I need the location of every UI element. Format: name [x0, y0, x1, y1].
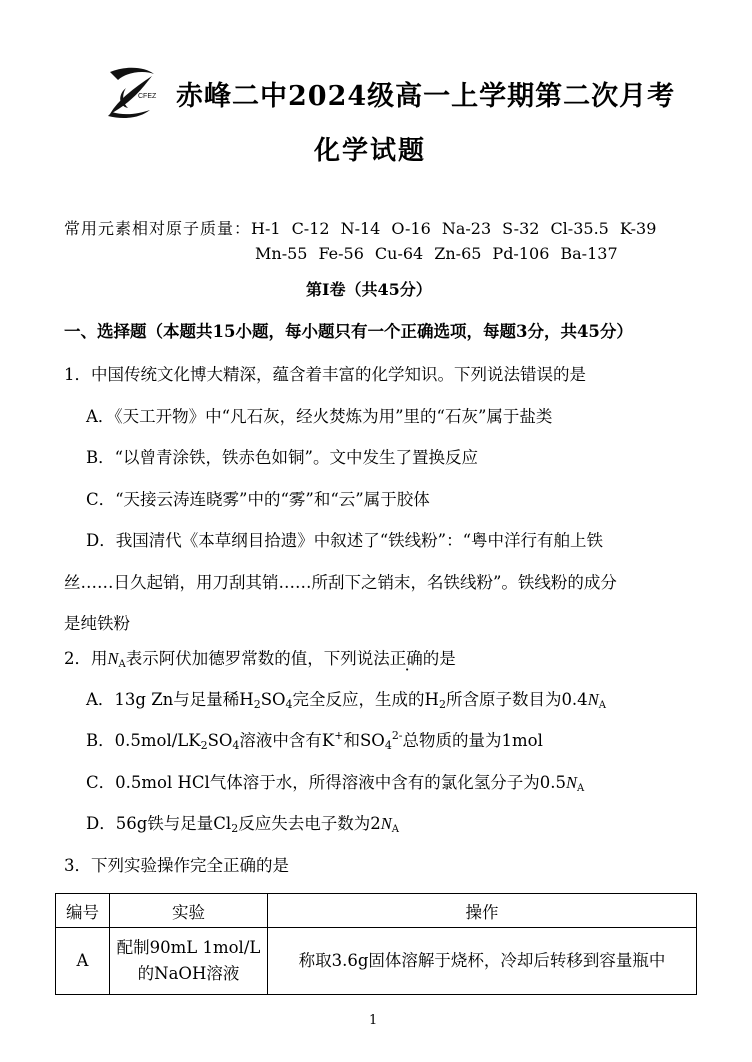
section-title: 一、选择题（本题共15小题，每小题只有一个正确选项，每题3分，共45分）: [64, 322, 633, 341]
q2-stem: 2．用NA表示阿伏加德罗常数的值，下列说法正确的是: [64, 649, 456, 670]
q2-option-a: A．13g Zn与足量稀$H_2SO_4$完全反应，生成的$H_2$所含原子数目为0.4NA: [86, 690, 606, 711]
q1-option-d-line2: 丝……日久起销，用刀刮其销……所刮下之销末，名铁线粉”。铁线粉的成分: [64, 573, 617, 592]
q2-option-d: D．56g铁与足量$Cl_2$反应失去电子数为2NA: [86, 814, 399, 835]
header-id: 编号: [56, 894, 110, 928]
q3-stem: 3．下列实验操作完全正确的是: [64, 856, 289, 875]
header-operation: 操作: [268, 894, 697, 928]
q2-option-b: B．$0.5mol/LK_2SO_4$溶液中含有K+和$SO_4^{2-}$总物质的量为1mol: [86, 729, 543, 752]
row-a-experiment: 配制90mL 1mol/L 的NaOH溶液: [110, 928, 268, 995]
row-a-id: A: [56, 928, 110, 995]
q3-table: [55, 893, 697, 995]
table-row: [56, 928, 697, 995]
atomic-masses-row1: 常用元素相对原子质量：H-1 C-12 N-14 O-16 Na-23 S-32 Cl-35.5 K-39: [64, 219, 657, 238]
table-header-row: [56, 894, 697, 928]
q1-option-b: B．“以曾青涂铁，铁赤色如铜”。文中发生了置换反应: [86, 448, 478, 467]
logo-text: CFEZ: [138, 93, 157, 100]
atomic-masses-label: 常用元素相对原子质量：: [64, 219, 252, 238]
row-a-operation: 称取3.6g固体溶解于烧杯，冷却后转移到容量瓶中: [268, 928, 697, 995]
q1-option-c: C．“天接云涛连晓雾”中的“雾”和“云”属于胶体: [86, 490, 430, 509]
q1-option-d-line3: 是纯铁粉: [64, 614, 130, 633]
q1-stem: 1．中国传统文化博大精深，蕴含着丰富的化学知识。下列说法错误的是: [64, 365, 586, 384]
header-experiment: 实验: [110, 894, 268, 928]
school-logo: [104, 64, 164, 122]
exam-title: 赤峰二中2024级高一上学期第二次月考: [176, 81, 676, 112]
q2-option-c: C．0.5mol HCl气体溶于水，所得溶液中含有的氯化氢分子为0.5NA: [86, 773, 585, 794]
emphasis-mark: 正确: [389, 649, 423, 668]
q1-option-d-line1: D．我国清代《本草纲目拾遗》中叙述了“铁线粉”：“粤中洋行有舶上铁: [86, 531, 604, 550]
part-title: 第Ⅰ卷（共45分）: [306, 280, 432, 299]
exam-subject: 化学试题: [314, 136, 427, 166]
atomic-masses-row2: Mn-55 Fe-56 Cu-64 Zn-65 Pd-106 Ba-137: [255, 244, 618, 263]
page-number: 1: [369, 1013, 378, 1028]
q1-option-a: A．《天工开物》中“凡石灰，经火焚炼为用”里的“石灰”属于盐类: [86, 407, 553, 426]
